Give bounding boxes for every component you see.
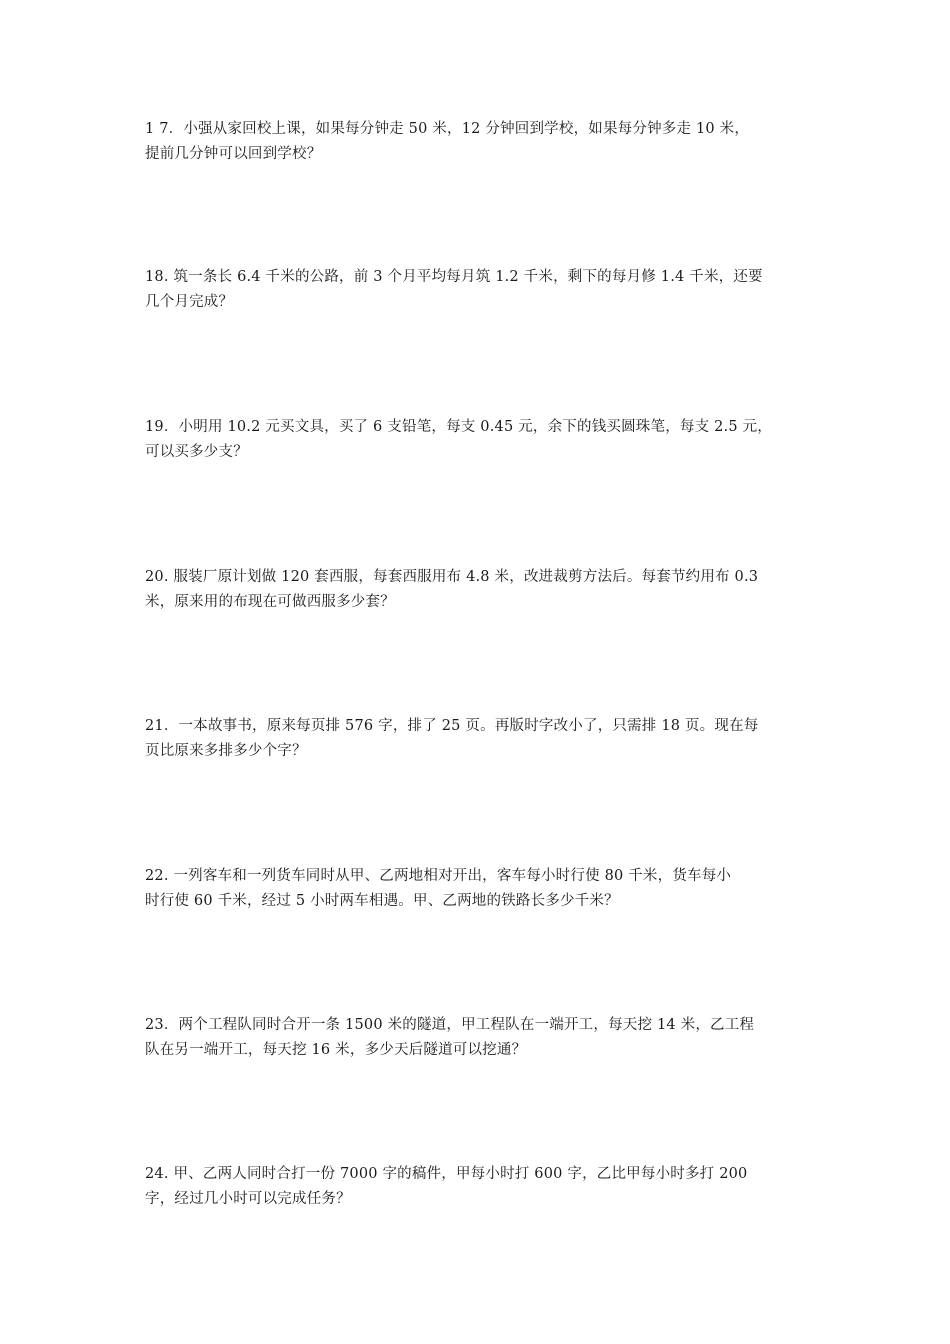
problem-20-line-1: 20. 服装厂原计划做 120 套西服，每套西服用布 4.8 米，改进裁剪方法后。每套节约用布 0.3	[145, 569, 759, 585]
problem-19-line-2: 可以买多少支？	[145, 444, 248, 460]
problem-18-line-2: 几个月完成？	[145, 294, 234, 310]
problem-23	[145, 1013, 810, 1063]
problem-18	[145, 265, 810, 315]
problem-21-line-1: 21．一本故事书，原来每页排 576 字，排了 25 页。再版时字改小了，只需排 18 页。现在每	[145, 718, 759, 734]
problem-17-line-1: 1 7．小强从家回校上课，如果每分钟走 50 米，12 分钟回到学校，如果每分钟多走 10 米，	[145, 121, 750, 137]
problem-21-line-2: 页比原来多排多少个字？	[145, 743, 307, 759]
problem-22	[145, 864, 810, 914]
problem-17	[145, 117, 810, 167]
problem-21	[145, 714, 810, 764]
problem-24-line-1: 24. 甲、乙两人同时合打一份 7000 字的稿件，甲每小时打 600 字，乙比甲每小时多打 200	[145, 1166, 748, 1182]
problem-18-line-1: 18. 筑一条长 6.4 千米的公路，前 3 个月平均每月筑 1.2 千米，剩下的每月修 1.4 千米，还要	[145, 269, 763, 285]
problem-19-line-1: 19．小明用 10.2 元买文具，买了 6 支铅笔，每支 0.45 元，余下的钱买圆珠笔，每支 2.5 元，	[145, 419, 772, 435]
problem-23-line-2: 队在另一端开工，每天挖 16 米，多少天后隧道可以挖通？	[145, 1042, 527, 1058]
problem-24-line-2: 字，经过几小时可以完成任务？	[145, 1191, 351, 1207]
problem-22-line-1: 22. 一列客车和一列货车同时从甲、乙两地相对开出，客车每小时行使 80 千米，货车每小	[145, 868, 732, 884]
problem-20	[145, 565, 810, 615]
problem-24	[145, 1162, 810, 1212]
problem-17-line-2: 提前几分钟可以回到学校？	[145, 146, 322, 162]
problem-22-line-2: 时行使 60 千米，经过 5 小时两车相遇。甲、乙两地的铁路长多少千米？	[145, 893, 619, 909]
problem-20-line-2: 米，原来用的布现在可做西服多少套？	[145, 594, 395, 610]
problem-19	[145, 415, 810, 465]
problem-23-line-1: 23．两个工程队同时合开一条 1500 米的隧道，甲工程队在一端开工，每天挖 14 米，乙工程	[145, 1017, 755, 1033]
